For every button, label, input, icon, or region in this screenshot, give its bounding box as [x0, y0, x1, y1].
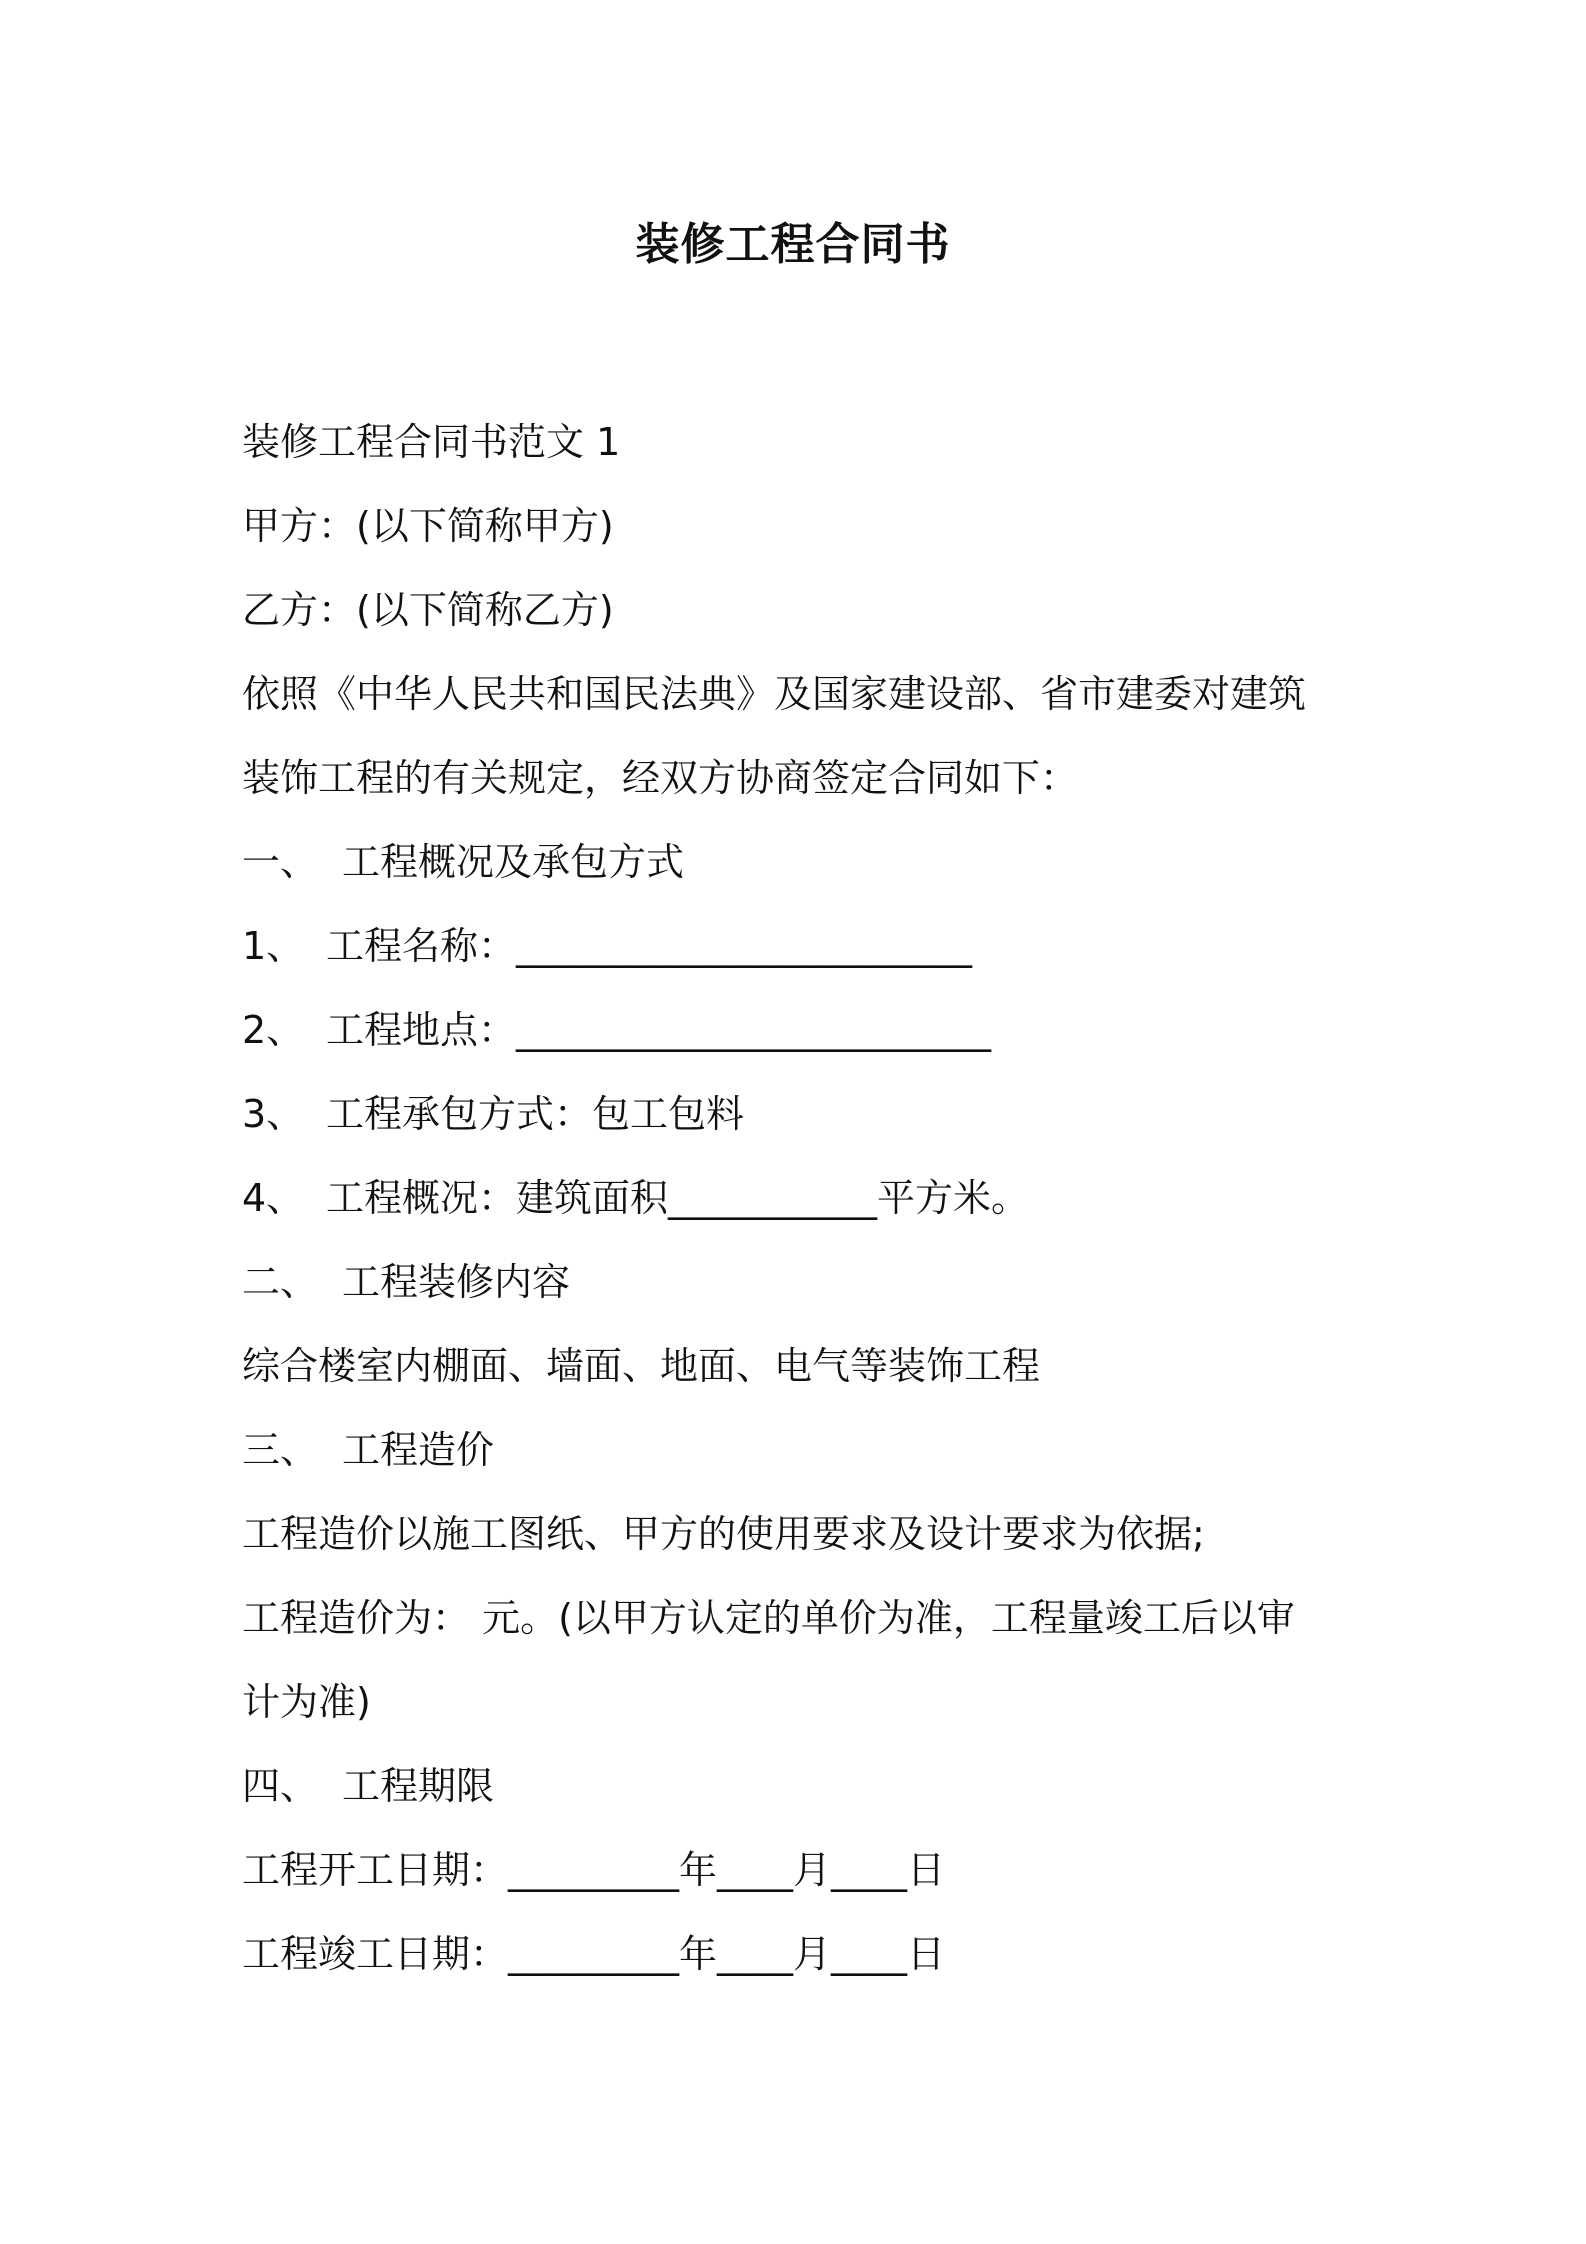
item-text: 工程名称：________________________: [326, 924, 973, 968]
start-date-line: 工程开工日期：_________年____月____日: [242, 1848, 946, 1892]
item-number: 4、: [242, 1176, 305, 1220]
item-text: 工程承包方式：包工包料: [326, 1092, 745, 1136]
section-title: 工程期限: [342, 1764, 495, 1808]
item-number: 1、: [242, 924, 305, 968]
section-heading-4: [242, 1744, 1372, 1828]
end-date-line: 工程竣工日期：_________年____月____日: [242, 1932, 946, 1976]
section-number: 二、: [242, 1260, 319, 1304]
section-number: 一、: [242, 840, 319, 884]
section-number: 四、: [242, 1764, 319, 1808]
list-item: [242, 1156, 1372, 1240]
section-heading-2: [242, 1240, 1372, 1324]
section-title: 工程造价: [342, 1428, 495, 1472]
list-item: [242, 1072, 1372, 1156]
list-item: [242, 988, 1372, 1072]
party-a-line: 甲方：(以下简称甲方): [242, 504, 614, 548]
subtitle: 装修工程合同书范文 1: [242, 420, 621, 464]
section-title: 工程概况及承包方式: [342, 840, 685, 884]
list-item: [242, 904, 1372, 988]
section-2-content: 综合楼室内棚面、墙面、地面、电气等装饰工程: [242, 1344, 1041, 1388]
item-text: 工程概况：建筑面积___________平方米。: [326, 1176, 1030, 1220]
item-number: 3、: [242, 1092, 305, 1136]
document-body: [242, 400, 1372, 1996]
intro-line-1: 依照《中华人民共和国民法典》及国家建设部、省市建委对建筑: [242, 672, 1307, 716]
item-number: 2、: [242, 1008, 305, 1052]
price-basis: 工程造价以施工图纸、甲方的使用要求及设计要求为依据;: [242, 1512, 1205, 1556]
section-title: 工程装修内容: [342, 1260, 571, 1304]
document-title: 装修工程合同书: [635, 219, 951, 270]
price-line-2: 计为准): [242, 1680, 371, 1724]
party-b-line: 乙方：(以下简称乙方): [242, 588, 614, 632]
intro-line-2: 装饰工程的有关规定，经双方协商签定合同如下：: [242, 756, 1079, 800]
section-heading-3: [242, 1408, 1372, 1492]
item-text: 工程地点：_________________________: [326, 1008, 992, 1052]
section-heading-1: [242, 820, 1372, 904]
section-number: 三、: [242, 1428, 319, 1472]
price-line-1: 工程造价为： 元。(以甲方认定的单价为准，工程量竣工后以审: [242, 1596, 1295, 1640]
